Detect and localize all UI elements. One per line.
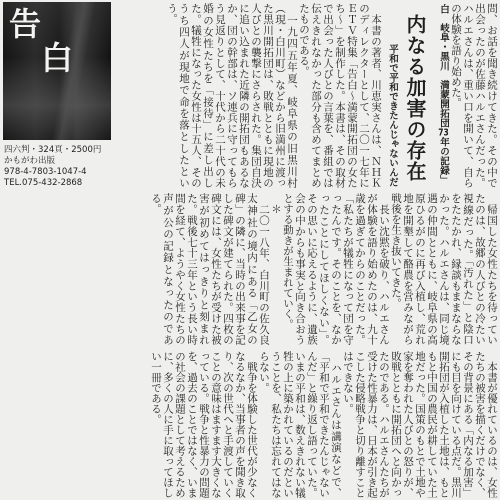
book-cover-image [3,2,111,140]
article-headline: 内なる加害の存在 [403,14,427,182]
book-title-years: 73 [438,127,449,137]
book-info [4,145,112,189]
book-title-suffix: 年の記録」 [438,137,449,185]
publisher-tel: TEL.075-432-2868 [4,178,83,188]
article-body-middle: 帰国した女性たちを待っていたのは、故郷の人びとの冷たい視線だった。「汚れた」と陰口をたたかれ、縁談もままならなかった。ハルエさんは、同じ境遇の仲間とともに、岐阜県の高原ひるがのに再び入植し、荒れ地を開墾して酪農を営みながら戦後を生き抜いてきた。 長い沈黙を破り、ハルエさんが体験を語り始めたのは、九十歳を過ぎてからのことだった。「私たちが犠牲になって団を守ったんです。そのことを、なかったことにしてほしくない」。その思いに応えるように、遺族会の中からも事実と向き合おうとする動きが生まれていく。 ＊ 二〇一八年、白川町の佐久良太神社の境内にある「乙女の碑」の隣に、当時の出来事を記した碑文が建てられた。四枚の碑文には、女性たちが受けた被害が初めてはっきりと刻まれた。戦後七十三年という長い時間を経て、ようやく女性たちの声が公の記録となったのである。 [150,193,498,345]
book-title-label [436,4,450,188]
cover-title-char-1: 告 [9,5,42,43]
article-subheadline: 平和で平和できたんじゃないんだ [387,44,398,187]
article-body-bottom: 本書が優れているのは、女性たちの被害を描くだけでなく、その背景にある「内なる加害」にも目を向けている点だ。黒川開拓団が入植した土地は、もともと中国の農民が耕していた土地だった。国策のもとで土地や家を奪われた人びとの怒りが、敗戦とともに開拓団へと向かったのである。ハルエさんたちが受けた性暴力は、日本が引き起こした侵略戦争と切り離すことはできない。 ハルエさんは講演などで、「平和で平和できたんじゃないんだ」と繰り返し語っていた。いまの平和は、数えきれない犠牲の上に築かれているのだということを、私たちは忘れてはならない。 戦争を体験した世代が少なくなるなか、当事者の声を聞き取り、次の世代へと手渡していくことの意味はますます大きくなっている。戦争と性暴力の問題を、過去のことではなく、いまの社会の課題として考えるために、多くの人に手に取ってほしい一冊である。 [150,351,498,498]
book-isbn: 978-4-7803-1047-4 [4,167,87,177]
book-format: 四六判・324頁・2500円 [4,145,102,155]
cover-title-char-2: 白 [41,39,74,77]
book-title-prefix: 白 岐阜・黒川 満蒙開拓団 [438,4,449,128]
article-body-top-right: 問、お話を聞き続けてきた。その中で出会ったのが佐藤ハルエさんだった。ハルエさんは、重い口を開いて、自らの体験を語り始めた。 [450,3,498,188]
book-publisher: かもがわ出版 [4,156,56,166]
article-body-top: 本書の著者、川恵実さんは、ＮＨＫのディレクターとして、二〇一七年にＥＴＶ特集「告白〜満蒙開拓団の女たち〜」を制作した。本書は、その取材で出会った人びとの言葉を、番組では伝えきれなかった部分も含めてまとめたものである。 一九四五年夏、岐阜県の旧黒川村（現・白川町）などから旧満州に渡った黒川開拓団は、敗戦とともに現地の人びとの襲撃にさらされた。集団自決に追い込まれた近隣の開拓団もあるなか、団の幹部は、ソ連兵に守ってもらう見返りとして、十代から二十代の未婚の女性たちを「接待」に差し出した。犠牲になった女性は十五人、そのうち四人が現地で命を落としたという。 [166,3,382,188]
